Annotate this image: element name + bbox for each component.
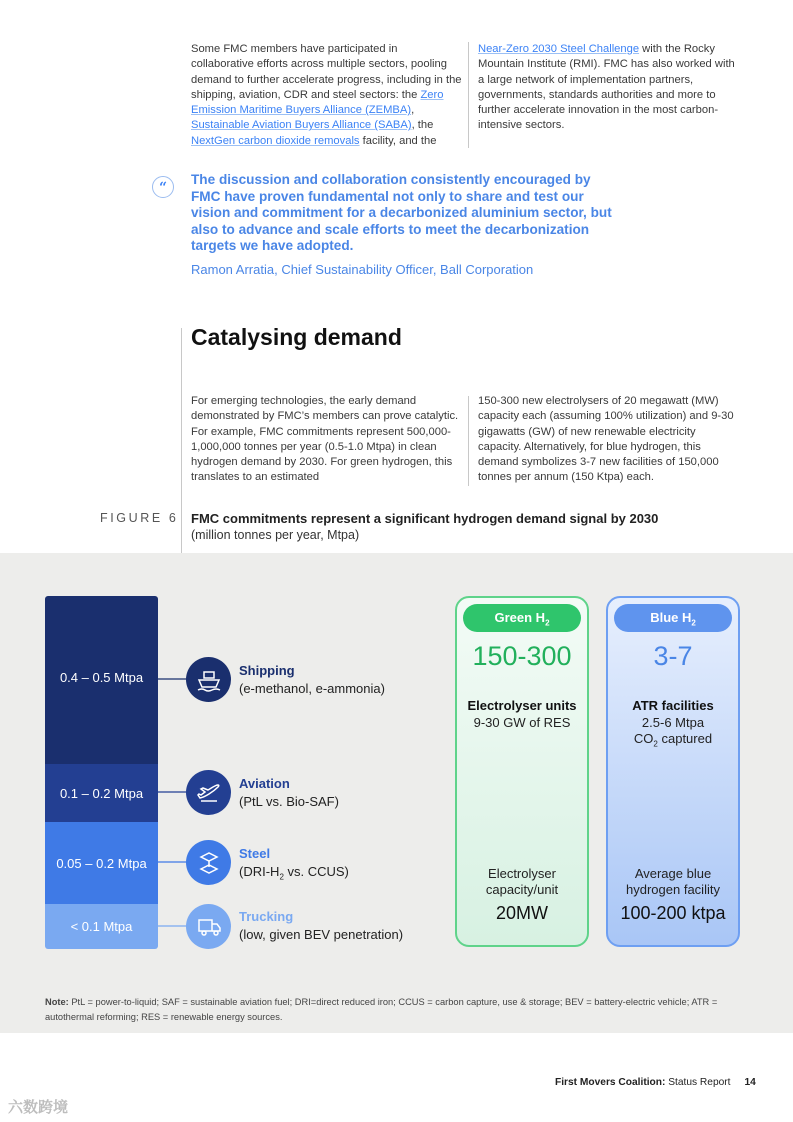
figure-subtitle: (million tonnes per year, Mtpa): [191, 528, 360, 542]
sector-desc-steel: [239, 864, 349, 882]
intro-text-right: with the Rocky Mountain Institute (RMI). FMC has also worked with a large network of implementation partners, governments, standards authorities and more to further accelerate innovation in the most carbon-intensive sectors.: [478, 43, 735, 132]
saba-link[interactable]: Sustainable Aviation Buyers Alliance (SABA): [191, 119, 412, 132]
steel-desc-subscript: 2: [279, 872, 284, 882]
truck-icon: [186, 904, 231, 949]
nextgen-link[interactable]: NextGen carbon dioxide removals: [191, 134, 360, 147]
blue-hydrogen-card: [606, 596, 740, 947]
co2-text: CO: [633, 731, 654, 746]
note-text: PtL = power-to-liquid; SAF = sustainable aviation fuel; DRI=direct reduced iron; CCUS = carbon capture, use & storage; BEV = battery-electric vehicle; ATR = autothermal reforming; RES = renewable energy sources.: [45, 997, 718, 1022]
co2-captured: [608, 731, 738, 749]
ship-icon: [186, 657, 231, 702]
bar-label-aviation: 0.1 – 0.2 Mtpa: [59, 785, 144, 801]
atr-facilities-label: ATR facilities: [632, 698, 714, 713]
bar-label-steel: 0.05 – 0.2 Mtpa: [56, 855, 147, 871]
sector-desc-aviation: (PtL vs. Bio-SAF): [239, 794, 339, 809]
zemba-link[interactable]: Zero Emission Maritime Buyers Alliance (ZEMBA): [191, 88, 444, 117]
electrolyser-units-label: Electrolyser units: [467, 698, 577, 713]
capacity-value: 20MW: [495, 903, 548, 923]
title-subscript: 2: [691, 618, 696, 628]
green-hydrogen-card: [455, 596, 589, 947]
figure-label: FIGURE 6: [100, 511, 179, 525]
steel-challenge-link[interactable]: Near-Zero 2030 Steel Challenge: [478, 43, 640, 55]
blue-hydrogen-title: [614, 604, 732, 632]
sector-desc-shipping: (e-methanol, e-ammonia): [239, 681, 385, 696]
capacity-label-2: capacity/unit: [485, 882, 559, 897]
section-title: Catalysing demand: [191, 324, 402, 350]
figure-title: FMC commitments represent a significant hydrogen demand signal by 2030: [191, 511, 659, 526]
bar-label-trucking: < 0.1 Mtpa: [70, 919, 133, 934]
sector-name-trucking: Trucking: [239, 909, 294, 924]
title-subscript: 2: [545, 618, 550, 628]
plane-icon: [186, 770, 231, 815]
sector-name-aviation: Aviation: [239, 776, 290, 791]
green-hydrogen-title: [463, 604, 581, 632]
title-text: Blue H: [650, 610, 692, 625]
intro-text-end: facility, and the: [359, 134, 437, 147]
quote-attribution: Ramon Arratia, Chief Sustainability Officer, Ball Corporation: [191, 262, 534, 277]
facility-value: 100-200 ktpa: [620, 903, 726, 923]
figure-note: [45, 995, 745, 1024]
watermark: 六数跨境: [8, 1099, 69, 1116]
title-text: Green H: [494, 610, 546, 625]
separator: ,: [411, 104, 415, 117]
bar-label-shipping: 0.4 – 0.5 Mtpa: [59, 669, 144, 685]
steel-desc-part: vs. CCUS): [283, 864, 349, 879]
demand-column-right: 150-300 new electrolysers of 20 megawatt (MW) capacity each (assuming 100% utilization) and 9-30 gigawatts (GW) of new renewable electricity capacity. Alternatively, for blue hydrogen, this demand symbolizes 3-7 new facilities of 150,000 tonnes per annum (150 Ktpa) each.: [478, 395, 734, 484]
footer-org: First Movers Coalition:: [555, 1077, 666, 1088]
co2-text: captured: [657, 731, 713, 746]
intro-text: Some FMC members have participated in collaborative efforts across multiple sectors, pooling demand to further accelerate progress, including in the shipping, aviation, CDR and steel sectors: the: [191, 43, 462, 101]
separator: , the: [411, 119, 434, 132]
facility-label-2: hydrogen facility: [626, 882, 720, 897]
demand-column-left: For emerging technologies, the early demand demonstrated by FMC’s members can prove catalytic. For example, FMC commitments represent 500,000-1,000,000 tonnes per year (0.5-1.0 Mtpa) in clean hydrogen demand by 2030. For green hydrogen, this translates to an estimated: [191, 395, 459, 484]
atr-facility-count: 3-7: [653, 641, 693, 671]
page-footer: [555, 1077, 756, 1088]
sector-name-steel: Steel: [239, 846, 271, 861]
atr-capacity: 2.5-6 Mtpa: [641, 715, 705, 730]
co2-subscript: 2: [653, 739, 658, 749]
electrolyser-count: 150-300: [472, 641, 572, 671]
footer-doc: Status Report: [665, 1077, 731, 1088]
res-capacity: 9-30 GW of RES: [473, 715, 571, 730]
steel-beam-icon: [186, 840, 231, 885]
sector-name-shipping: Shipping: [239, 663, 295, 678]
pull-quote: The discussion and collaboration consistently encouraged by FMC have proven fundamental not only to share and test our vision and commitment for a decarbonized aluminium sector, but also to advance and scale efforts to meet the decarbonization targets we have adopted.: [191, 172, 612, 254]
facility-label-1: Average blue: [634, 866, 712, 881]
capacity-label-1: Electrolyser: [488, 866, 556, 881]
note-label: Note:: [45, 997, 69, 1007]
steel-desc-part: (DRI-H: [239, 864, 280, 879]
page-number: 14: [744, 1077, 756, 1088]
quote-icon: “: [152, 176, 174, 198]
sector-desc-trucking: (low, given BEV penetration): [239, 927, 404, 942]
